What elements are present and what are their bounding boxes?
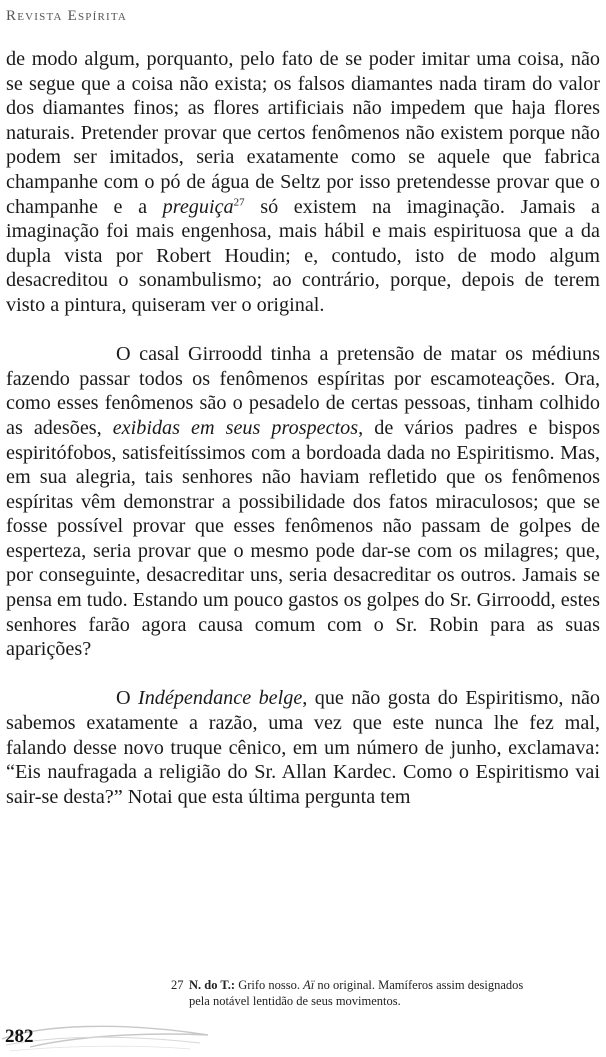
- footnote: [171, 978, 601, 1009]
- footnote-reference[interactable]: 27: [233, 195, 245, 208]
- footnote-line-1: 27 N. do T.: Grifo nosso. Aï no original. Mamíferos assim designados: [171, 978, 524, 992]
- paragraph-1: de modo algum, porquanto, pelo fato de se poder imitar uma coisa, não se segue que a coisa não exista; os falsos diamantes nada tiram do valor dos diamantes finos; as flores artificiais não impedem que haja flores naturais. Pretender provar que certos fenômenos não existem porque não podem ser imitados, seria exatamente como se aquele que fabrica champanhe com o pó de água de Seltz por isso pretendesse provar que o champanhe e a preguiça$^{27}$ só existem na imaginação. Jamais a imaginação foi mais engenhosa, mais hábil e mais espirituosa que a da dupla vista por Robert Houdin; e, contudo, isto de modo algum desacreditou o sonambulismo; ao contrário, porque, depois de terem visto a pintura, quiseram ver o original.: [6, 48, 600, 316]
- paragraph-2: O casal Girroodd tinha a pretensão de matar os médiuns fazendo passar todos os fenômenos espíritas por escamoteações. Ora, como esses fenômenos são o pesadelo de certas pessoas, tinham colhido as adesões, exibidas em seus prospectos, de vários padres e bispos espiritófobos, satisfeitíssimos com a bordoada dada no Espiritismo. Mas, em sua alegria, tais senhores não haviam refletido que os fenômenos espíritas vêm demonstrar a possibilidade dos fatos miraculosos; que se fosse possível provar que esses fenômenos não passam de golpes de esperteza, seria provar que o mesmo pode dar-se com os milagres; que, por conseguinte, desacreditar uns, seria desacreditar os outros. Jamais se pensa em tudo. Estando um pouco gastos os golpes do Sr. Girroodd, estes senhores farão agora causa comum com o Sr. Robin para as suas aparições?: [6, 343, 600, 661]
- body-text: [6, 47, 600, 809]
- footnote-line-2: pela notável lentidão de seus movimentos.: [189, 993, 401, 1008]
- italic-term-preguica: preguiça: [162, 195, 234, 218]
- paragraph-3: O Indépendance belge, que não gosta do Espiritismo, não sabemos exatamente a razão, uma vez que este nunca lhe fez mal, falando desse novo truque cênico, em um número de junho, exclamava: “Eis naufragada a religião do Sr. Allan Kardec. Como o Espiritismo vai sair-se desta?” Notai que esta última pergunta tem: [6, 687, 600, 808]
- running-header: Revista Espírita: [6, 8, 128, 24]
- footnote-label: N. do T.:: [189, 978, 236, 992]
- italic-phrase: exibidas em seus prospectos: [112, 416, 359, 439]
- footnote-number: 27: [171, 978, 184, 992]
- page-number: 282: [5, 1026, 34, 1047]
- italic-newspaper-title: Indépendance belge: [137, 687, 303, 710]
